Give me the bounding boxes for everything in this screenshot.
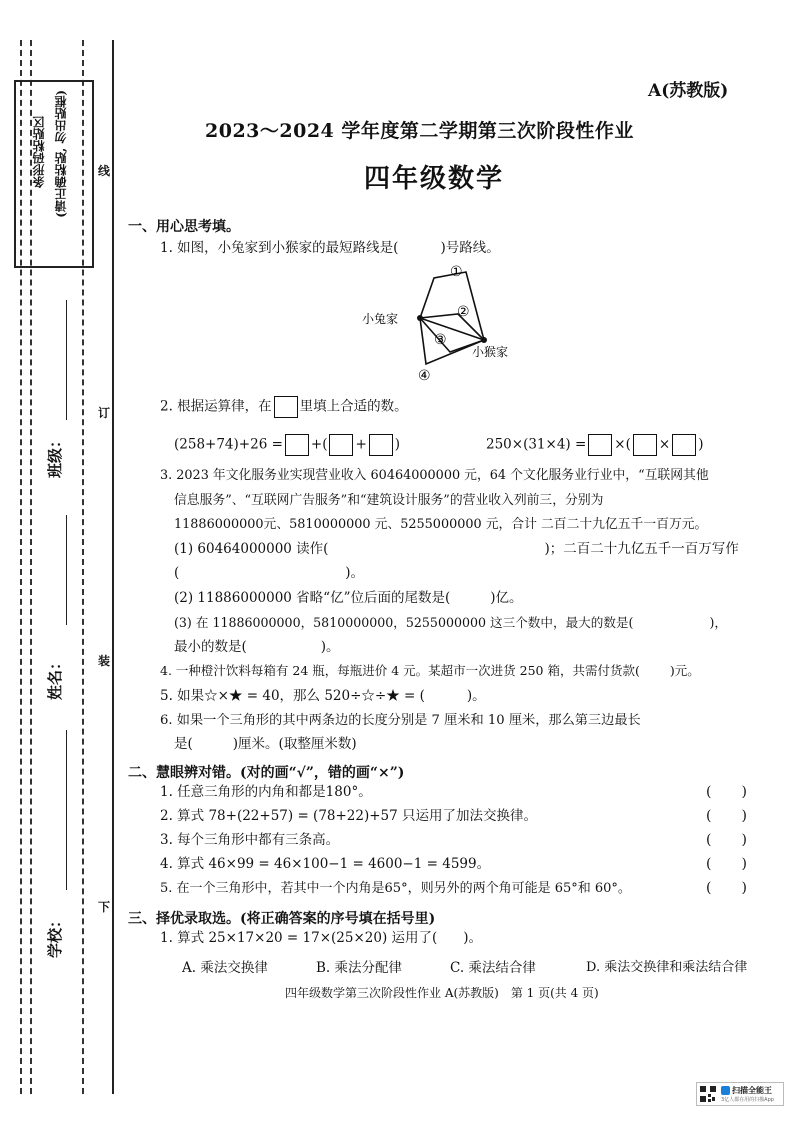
section-2-heading: 二、慧眼辨对错。(对的画“√”，错的画“×”) bbox=[128, 765, 405, 781]
choice-question-1: 1. 算式 25×17×20 = 17×(25×20) 运用了( )。 bbox=[160, 930, 483, 946]
section-3-heading: 三、择优录取选。(将正确答案的序号填在括号里) bbox=[128, 911, 436, 927]
name-fill-line bbox=[66, 730, 67, 890]
route-3-label: ③ bbox=[434, 332, 447, 348]
true-false-item-4: 4. 算式 46×99 = 46×100−1 = 4600−1 = 4599。 bbox=[160, 856, 491, 872]
answer-box[interactable] bbox=[329, 434, 353, 456]
start-label: 小兔家 bbox=[362, 312, 399, 326]
subject-title: 四年级数学 bbox=[364, 164, 505, 194]
bind-char-below: 下 bbox=[98, 900, 111, 914]
choice-option-c: C. 乘法结合律 bbox=[450, 960, 536, 976]
question-1: 1. 如图，小兔家到小猴家的最短路线是( )号路线。 bbox=[160, 240, 500, 256]
true-false-item-3: 3. 每个三角形中都有三条高。 bbox=[160, 832, 340, 848]
choice-option-d: D. 乘法交换律和乘法结合律 bbox=[586, 960, 748, 975]
bind-char-bind: 装 bbox=[98, 654, 111, 668]
true-false-item-1: 1. 任意三角形的内角和都是180°。 bbox=[160, 784, 372, 800]
question-3-line-3: 11886000000元、5810000000 元、5255000000 元，合计 二百二十九亿五千一百万元。 bbox=[174, 517, 708, 532]
question-5: 5. 如果☆×★ = 40，那么 520÷☆÷★ = ( )。 bbox=[160, 688, 486, 704]
scanner-logo-icon bbox=[721, 1086, 730, 1095]
route-1-label: ① bbox=[450, 264, 463, 280]
question-3-part-1: (1) 60464000000 读作( )；二百二十九亿五千一百万写作 bbox=[174, 541, 739, 557]
question-2-equation-1: (258+74)+26 = +( + ) bbox=[174, 434, 400, 456]
route-2-label: ② bbox=[457, 304, 470, 320]
barcode-notice-detail: (请正确粘贴, 勿出贴框) bbox=[54, 90, 68, 218]
choice-option-b: B. 乘法分配律 bbox=[316, 960, 403, 976]
school-label: 学校： bbox=[46, 912, 64, 958]
edition-tag: A(苏教版) bbox=[648, 81, 729, 101]
end-point bbox=[481, 337, 487, 343]
choice-option-a: A. 乘法交换律 bbox=[182, 960, 268, 976]
route-diagram bbox=[360, 256, 510, 388]
class-label: 班级： bbox=[46, 432, 64, 478]
class-fill-line-2 bbox=[66, 515, 67, 625]
answer-box[interactable] bbox=[672, 434, 696, 456]
scanner-watermark bbox=[696, 1082, 784, 1106]
question-3-line-2: 信息服务”、“互联网广告服务”和“建筑设计服务”的营业收入列前三，分别为 bbox=[174, 493, 604, 508]
end-label: 小猴家 bbox=[472, 345, 509, 359]
scanner-slogan: 3亿人都在用的扫描App bbox=[721, 1097, 774, 1103]
question-3-part-1-cont: ( )。 bbox=[174, 565, 365, 581]
answer-box[interactable] bbox=[633, 434, 657, 456]
answer-box[interactable] bbox=[588, 434, 612, 456]
question-4: 4. 一种橙汁饮料每箱有 24 瓶，每瓶进价 4 元。某超市一次进货 250 箱，共需付货款( )元。 bbox=[160, 663, 700, 678]
route-4-label: ④ bbox=[418, 368, 431, 384]
true-false-answer-4[interactable]: ( ) bbox=[706, 856, 747, 872]
scanner-brand: 扫描全能王 bbox=[732, 1086, 772, 1095]
binding-line bbox=[112, 40, 114, 1094]
true-false-answer-2[interactable]: ( ) bbox=[706, 808, 747, 824]
page-title: 2023～2024 学年度第二学期第三次阶段性作业 bbox=[205, 120, 634, 142]
section-1-heading: 一、用心思考填。 bbox=[128, 219, 240, 235]
name-label: 姓名： bbox=[46, 654, 64, 700]
qr-code-icon bbox=[699, 1085, 717, 1103]
question-3-part-2: (2) 11886000000 省略“亿”位后面的尾数是( )亿。 bbox=[174, 590, 523, 606]
answer-box[interactable] bbox=[274, 396, 298, 418]
question-3-part-3: (3) 在 11886000000，5810000000，5255000000 这三个数中，最大的数是( )， bbox=[174, 615, 727, 630]
true-false-answer-3[interactable]: ( ) bbox=[706, 832, 747, 848]
page-footer: 四年级数学第三次阶段性作业 A(苏教版) 第 1 页(共 4 页) bbox=[285, 986, 599, 1000]
barcode-area bbox=[14, 80, 94, 268]
bind-char-order: 订 bbox=[98, 406, 111, 420]
true-false-item-5: 5. 在一个三角形中，若其中一个内角是65°，则另外的两个角可能是 65°和 60°。 bbox=[160, 881, 631, 896]
true-false-answer-1[interactable]: ( ) bbox=[706, 784, 747, 800]
question-3-line-1: 3. 2023 年文化服务业实现营业收入 60464000000 元，64 个文化服务业行业中，“互联网其他 bbox=[160, 468, 709, 483]
start-point bbox=[417, 315, 423, 321]
answer-box[interactable] bbox=[285, 434, 309, 456]
bind-char-line: 线 bbox=[98, 164, 111, 178]
true-false-answer-5[interactable]: ( ) bbox=[706, 880, 747, 896]
answer-box[interactable] bbox=[369, 434, 393, 456]
barcode-notice: 条形码粘贴区 bbox=[32, 116, 46, 188]
question-3-part-3-cont: 最小的数是( )。 bbox=[174, 639, 340, 655]
question-2-equation-2: 250×(31×4) = ×( × ) bbox=[486, 434, 703, 456]
class-fill-line bbox=[66, 300, 67, 420]
true-false-item-2: 2. 算式 78+(22+57) = (78+22)+57 只运用了加法交换律。 bbox=[160, 808, 538, 824]
question-2: 2. 根据运算律，在 里填上合适的数。 bbox=[160, 396, 408, 418]
question-6-line-1: 6. 如果一个三角形的其中两条边的长度分别是 7 厘米和 10 厘米，那么第三边最长 bbox=[160, 713, 641, 728]
question-6-line-2: 是( )厘米。(取整厘米数) bbox=[174, 736, 357, 752]
